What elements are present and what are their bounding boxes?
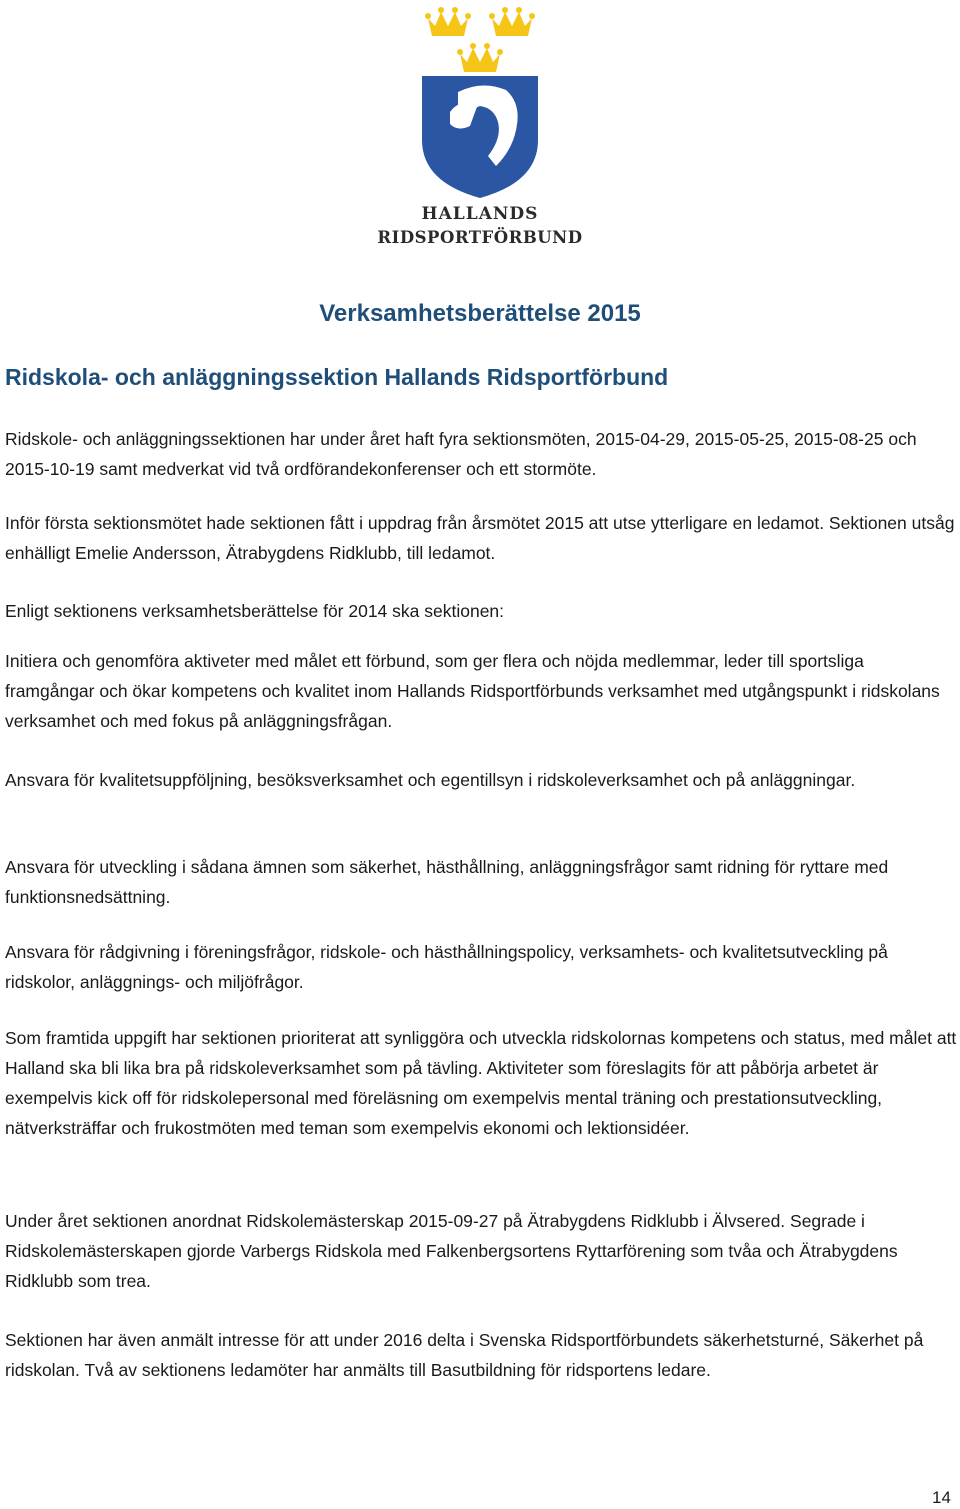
paragraph-championship: Under året sektionen anordnat Ridskolemästerskap 2015-09-27 på Ätrabygdens Ridklubb i Älvsered. Segrade i Ridskolemästerskapen gjorde Varbergs Ridskola med Falkenbergsortens Ryttarförening som tvåa och Ätrabygdens Ridklubb som trea. xyxy=(5,1211,898,1291)
paragraph-new-member: Inför första sektionsmötet hade sektionen fått i uppdrag från årsmötet 2015 att utse ytterligare en ledamot. Sektionen utsåg enhälligt Emelie Andersson, Ätrabygdens Ridklubb, till ledamot. xyxy=(5,513,955,563)
section-title: Ridskola- och anläggningssektion Hallands Ridsportförbund xyxy=(5,364,669,390)
org-name-line2: RIDSPORTFÖRBUND xyxy=(377,228,583,247)
paragraph-safety-tour: Sektionen har även anmält intresse för att under 2016 delta i Svenska Ridsportförbundets säkerhetsturné, Säkerhet på ridskolan. Två av sektionens ledamöter har anmälts till Basutbildning för ridsportens ledare. xyxy=(5,1330,924,1380)
three-crowns-icon xyxy=(425,7,535,72)
paragraph-mandate-advice: Ansvara för rådgivning i föreningsfrågor, ridskole- och hästhållningspolicy, verksamhets- och kvalitetsutveckling på ridskolor, anläggnings- och miljöfrågor. xyxy=(5,942,888,992)
paragraph-meetings: Ridskole- och anläggningssektionen har under året haft fyra sektionsmöten, 2015-04-29, 2015-05-25, 2015-08-25 och 2015-10-19 samt medverkat vid två ordförandekonferenser och ett stormöte. xyxy=(5,429,917,479)
paragraph-mandate-development: Ansvara för utveckling i sådana ämnen som säkerhet, hästhållning, anläggningsfrågor samt ridning för ryttare med funktionsnedsättning. xyxy=(5,857,889,907)
paragraph-mandate-quality: Ansvara för kvalitetsuppföljning, besöksverksamhet och egentillsyn i ridskoleverksamhet och på anläggningar. xyxy=(5,770,856,790)
page-number: 14 xyxy=(932,1488,951,1507)
paragraph-mandate-intro: Enligt sektionens verksamhetsberättelse för 2014 ska sektionen: xyxy=(5,601,505,621)
org-name-line1: HALLANDS xyxy=(421,204,539,224)
crest-icon xyxy=(366,0,594,200)
document-title: Verksamhetsberättelse 2015 xyxy=(319,300,641,327)
paragraph-mandate-initiate: Initiera och genomföra aktiveter med målet ett förbund, som ger flera och nöjda medlemmar, leder till sportsliga framgångar och ökar kompetens och kvalitet inom Hallands Ridsportförbunds verksamhet med utgångspunkt i ridskolans verksamhet och med fokus på anläggningsfrågan. xyxy=(5,651,940,731)
paragraph-future-tasks: Som framtida uppgift har sektionen prioriterat att synliggöra och utveckla ridskolornas kompetens och status, med målet att Halland ska bli lika bra på ridskoleverksamhet som på tävling. Aktiviteter som föreslagits för att påbörja arbetet är exempelvis kick off för ridskolepersonal med föreläsning om exempelvis mental träning och prestationsutveckling, nätverksträffar och frukostmöten med teman som exempelvis ekonomi och lektionsidéer. xyxy=(5,1028,957,1138)
